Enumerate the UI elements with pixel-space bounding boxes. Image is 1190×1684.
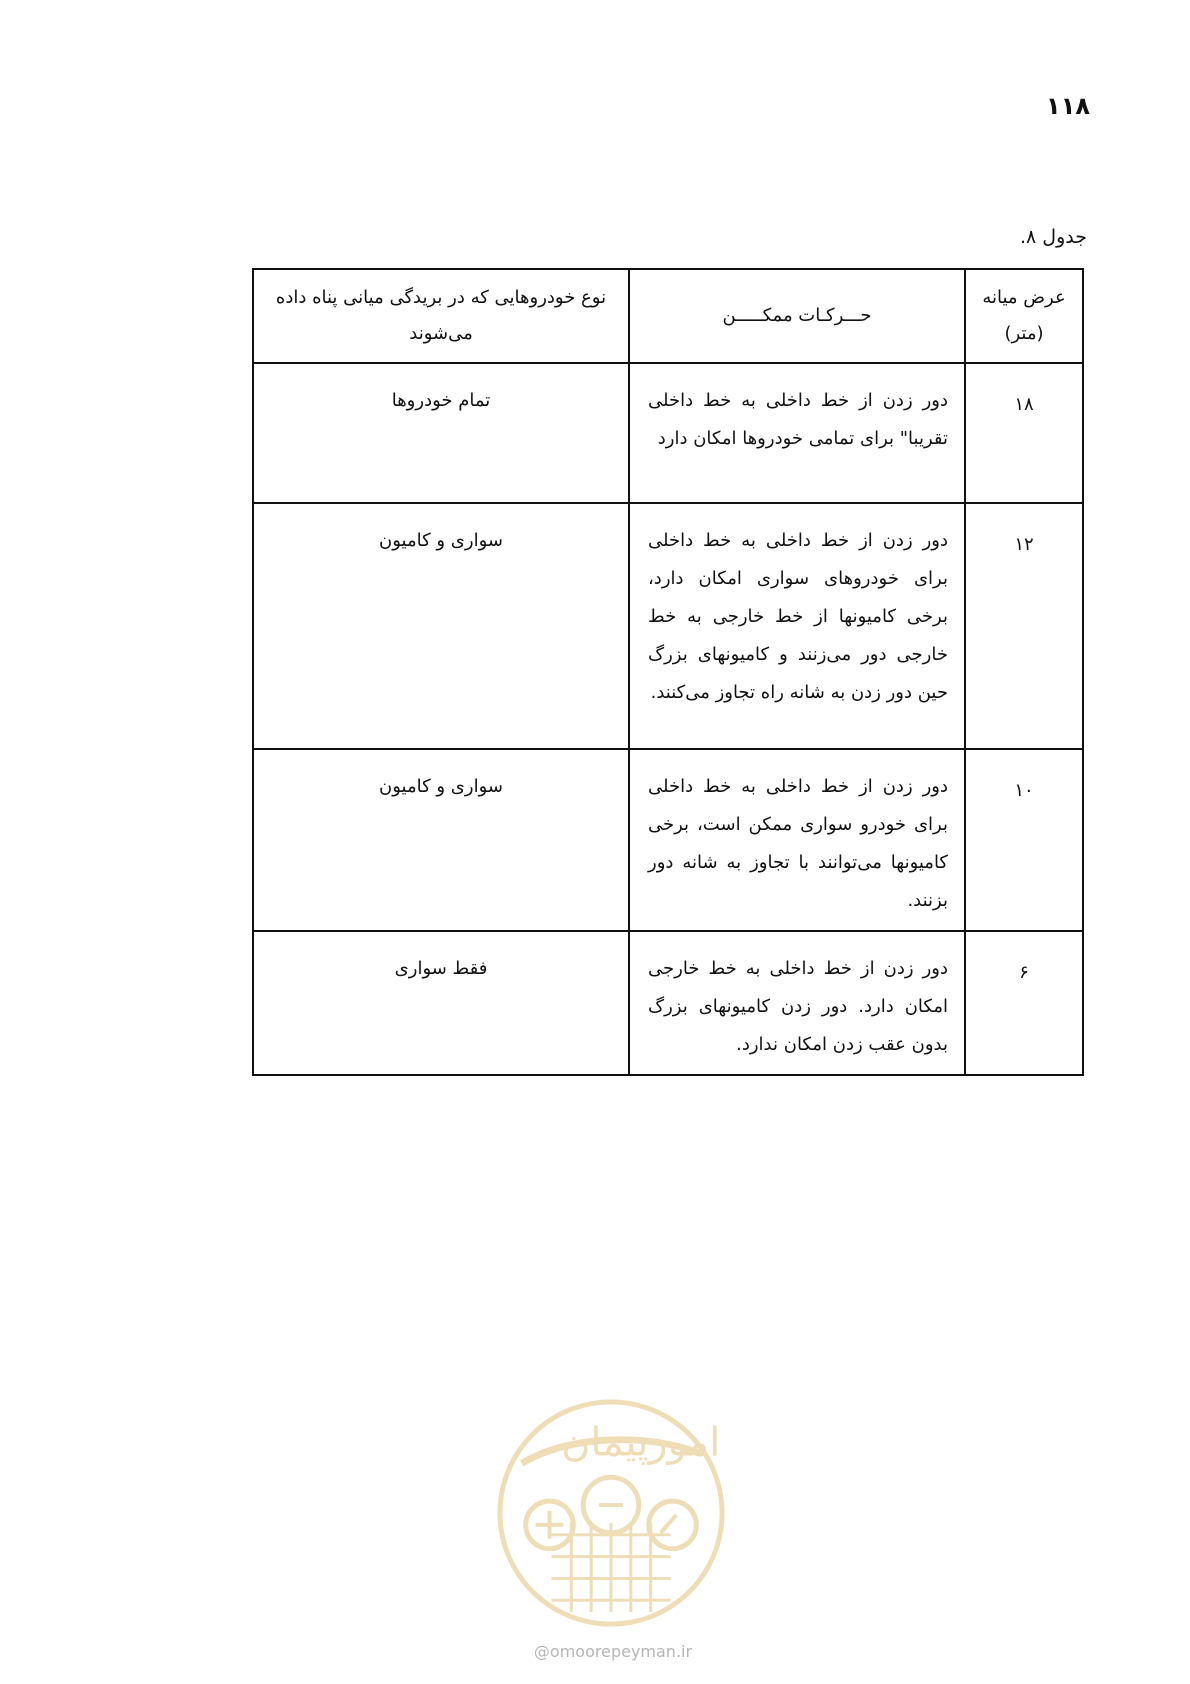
cell-vehicles: تمام خودروها: [253, 363, 629, 503]
cell-width: ۱۲: [965, 503, 1083, 749]
table-row: [253, 363, 1083, 503]
table-caption: جدول ۸.: [1019, 226, 1087, 248]
cell-width: ۱۰: [965, 749, 1083, 931]
cell-movements: دور زدن از خط داخلی به خط داخلی برای خودرو سواری ممکن است، برخی کامیونها می‌توانند با تجاوز به شانه دور بزنند.: [629, 749, 965, 931]
watermark-logo-text: امورپیمان: [561, 1419, 721, 1466]
cell-movements: دور زدن از خط داخلی به خط داخلی تقریبا" برای تمامی خودروها امکان دارد: [629, 363, 965, 503]
page-number: ۱۱۸: [1046, 92, 1090, 120]
cell-vehicles: سواری و کامیون: [253, 503, 629, 749]
table-row: [253, 931, 1083, 1075]
cell-vehicles: فقط سواری: [253, 931, 629, 1075]
data-table: [252, 268, 1084, 1076]
cell-vehicles: سواری و کامیون: [253, 749, 629, 931]
header-vehicles: نوع خودروهایی که در بریدگی میانی پناه داده می‌شوند: [253, 269, 629, 363]
table-row: [253, 749, 1083, 931]
cell-movements: دور زدن از خط داخلی به خط خارجی امکان دارد. دور زدن کامیونهای بزرگ بدون عقب زدن امکان ندارد.: [629, 931, 965, 1075]
table-row: [253, 503, 1083, 749]
watermark-logo: [492, 1394, 730, 1632]
watermark-site: @omoorepeyman.ir: [533, 1642, 693, 1661]
cell-width: ۶: [965, 931, 1083, 1075]
header-width: عرض میانه (متر): [965, 269, 1083, 363]
table-header-row: [253, 269, 1083, 363]
header-movements: حـــرکـات ممکـــــن: [629, 269, 965, 363]
cell-width: ۱۸: [965, 363, 1083, 503]
cell-movements: دور زدن از خط داخلی به خط داخلی برای خودروهای سواری امکان دارد، برخی کامیونها از خط خارجی به خط خارجی دور می‌زنند و کامیونهای بزرگ حین دور زدن به شانه راه تجاوز می‌کنند.: [629, 503, 965, 749]
